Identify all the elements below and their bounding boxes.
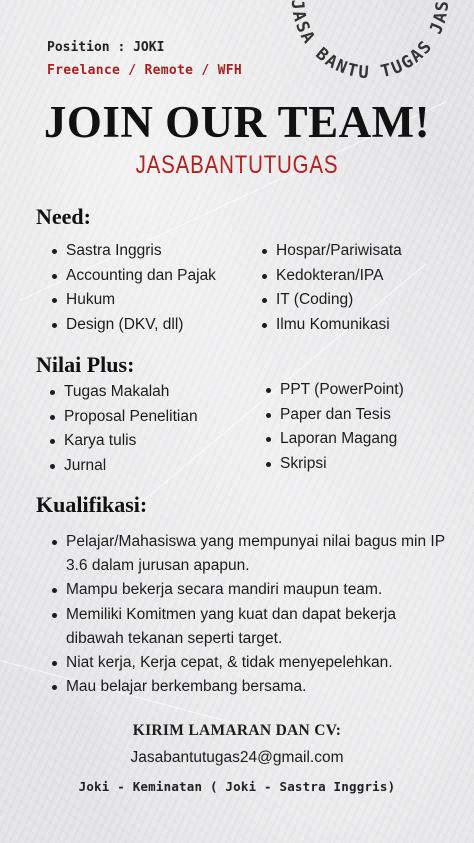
list-item: Memiliki Komitmen yang kuat dan dapat bekerja dibawah tekanan seperti target. xyxy=(52,603,452,651)
contact-email: Jasabantutugas24@gmail.com xyxy=(130,749,344,766)
list-item: Kedokteran/IPA xyxy=(262,264,402,289)
stamp-text: JASA BANTU TUGAS JAS xyxy=(286,0,454,84)
need-list-right xyxy=(262,239,402,337)
work-type-tags: Freelance / Remote / WFH xyxy=(47,63,243,78)
apply-title: KIRIM LAMARAN DAN CV: xyxy=(132,722,342,739)
qualifications-list xyxy=(52,530,452,699)
list-item: Proposal Penelitian xyxy=(50,405,198,430)
list-item: Niat kerja, Kerja cepat, & tidak menyepelehkan. xyxy=(52,651,452,675)
list-item: Karya tulis xyxy=(50,429,198,454)
footer-note: Joki - Keminatan ( Joki - Sastra Inggris) xyxy=(78,779,396,794)
list-item: Laporan Magang xyxy=(266,427,404,452)
kualifikasi-title: Kualifikasi: xyxy=(36,492,148,517)
list-item: Hospar/Pariwisata xyxy=(262,239,402,264)
list-item: Hukum xyxy=(52,288,216,313)
nilai-plus-title: Nilai Plus: xyxy=(36,352,135,377)
list-item: Accounting dan Pajak xyxy=(52,264,216,289)
list-item: PPT (PowerPoint) xyxy=(266,378,404,403)
circular-stamp-logo xyxy=(270,0,470,100)
list-item: Pelajar/Mahasiswa yang mempunyai nilai bagus min IP 3.6 dalam jurusan apapun. xyxy=(52,530,452,578)
list-item: Skripsi xyxy=(266,452,404,477)
list-item: Sastra Inggris xyxy=(52,239,216,264)
brand-name: JASABANTUTUGAS xyxy=(135,151,339,179)
list-item: Ilmu Komunikasi xyxy=(262,313,402,338)
plus-list-right xyxy=(266,378,404,476)
svg-text:JASA BANTU TUGAS JASA BANTU xyxy=(270,0,453,83)
list-item: IT (Coding) xyxy=(262,288,402,313)
list-item: Design (DKV, dll) xyxy=(52,313,216,338)
list-item: Mampu bekerja secara mandiri maupun team. xyxy=(52,578,452,602)
list-item: Tugas Makalah xyxy=(50,380,198,405)
need-list-left xyxy=(52,239,216,337)
list-item: Jurnal xyxy=(50,454,198,479)
need-title: Need: xyxy=(36,204,91,229)
list-item: Paper dan Tesis xyxy=(266,403,404,428)
plus-list-left xyxy=(50,380,198,478)
position-label: Position : JOKI xyxy=(47,40,165,55)
list-item: Mau belajar berkembang bersama. xyxy=(52,675,452,699)
headline: JOIN OUR TEAM! xyxy=(43,97,431,147)
